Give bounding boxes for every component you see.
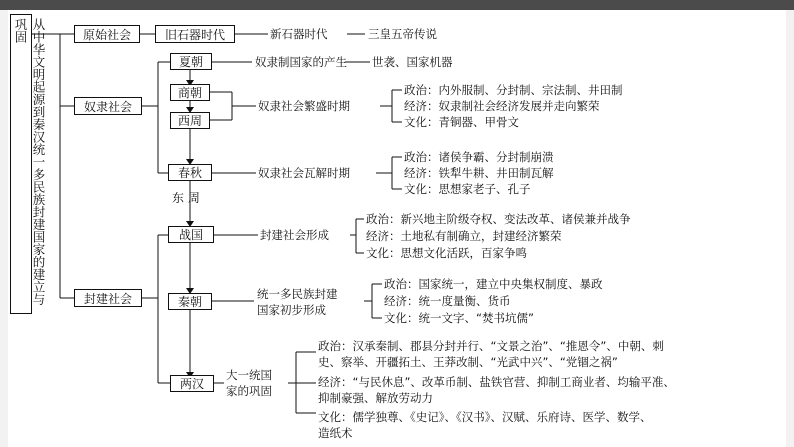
detail-han-economy-2: 抑制豪强、解放劳动力 [318,391,433,405]
dynasty-shang-label: 商朝 [177,86,202,100]
stage-shang-zhou: 奴隶社会繁盛时期 [258,99,350,113]
legends-label: 三皇五帝传说 [368,27,437,41]
detail-shang-zhou-economy: 经济：奴隶制社会经济发展并走向繁荣 [404,99,600,113]
detail-shang-zhou-culture: 文化：青铜器、甲骨文 [404,115,519,129]
era-slave-box [74,97,142,115]
stage-han-line1: 大一统国 [226,368,272,382]
detail-qin-politics: 政治：国家统一，建立中央集权制度、暴政 [384,277,603,291]
dynasty-xizhou-label: 西周 [177,114,202,128]
dynasty-xizhou-box [170,112,210,129]
detail-han-culture-2: 造纸术 [318,426,353,440]
stage-qin-line2: 国家初步形成 [257,303,326,317]
era-primitive-box [74,25,140,43]
main-title-text: 从中华文明起源到秦汉统一多民族封建国家的建立与巩固 [13,18,46,306]
era-feudal-box [74,289,142,307]
dynasty-xia-box [170,53,212,70]
detail-chunqiu-culture: 文化：思想家老子、孔子 [404,182,531,196]
dynasty-chunqiu-label: 春秋 [177,166,202,180]
dynasty-xia-label: 夏朝 [178,55,203,69]
detail-han-economy-1: 经济：“与民休息”、改革币制、盐铁官营、抑制工商业者、均输平准、 [318,375,675,389]
dynasty-zhanguo-box [168,226,214,243]
detail-han-politics-1: 政治：汉承秦制、郡县分封并行、“文景之治”、“推恩令”、中朝、刺 [318,339,664,353]
paleolithic-box [155,25,235,43]
detail-xia: 世袭、国家机器 [372,55,453,69]
era-slave-label: 奴隶社会 [83,99,132,114]
stage-chunqiu: 奴隶社会瓦解时期 [258,166,350,180]
neolithic-label: 新石器时代 [270,27,328,41]
detail-shang-zhou-politics: 政治：内外服制、分封制、宗法制、井田制 [404,83,623,97]
dongzhou-label: 东 周 [172,191,200,205]
detail-qin-culture: 文化：统一文字、“焚书坑儒” [384,311,534,325]
era-feudal-label: 封建社会 [83,291,132,306]
dynasty-qin-box [168,293,212,310]
detail-zhanguo-economy: 经济：土地私有制确立，封建经济繁荣 [366,229,562,243]
stage-xia: 奴隶制国家的产生 [255,55,347,69]
main-title [10,14,46,314]
dynasty-qin-label: 秦朝 [177,295,202,309]
paleolithic-label: 旧石器时代 [164,27,225,42]
detail-chunqiu-politics: 政治：诸侯争霸、分封制崩溃 [404,150,554,164]
era-primitive-label: 原始社会 [82,27,131,42]
dynasty-lianghan-label: 两汉 [179,377,204,391]
detail-han-politics-2: 史、察举、开疆拓土、王莽改制、“光武中兴”、“党锢之祸” [318,355,618,369]
dynasty-lianghan-box [170,375,214,392]
dynasty-shang-box [170,84,210,101]
dynasty-chunqiu-box [168,164,212,181]
dynasty-zhanguo-label: 战国 [178,228,203,242]
detail-zhanguo-culture: 文化：思想文化活跃，百家争鸣 [366,246,527,260]
detail-qin-economy: 经济：统一度量衡、货币 [384,294,511,308]
stage-qin-line1: 统一多民族封建 [257,287,338,301]
detail-chunqiu-economy: 经济：铁犁牛耕、井田制瓦解 [404,166,554,180]
stage-han-line2: 家的巩固 [226,384,272,398]
detail-han-culture-1: 文化：儒学独尊、《史记》、《汉书》、汉赋、乐府诗、医学、数学、 [318,410,652,424]
stage-zhanguo: 封建社会形成 [260,228,329,242]
detail-zhanguo-politics: 政治：新兴地主阶级夺权、变法改革、诸侯兼并战争 [366,212,631,226]
